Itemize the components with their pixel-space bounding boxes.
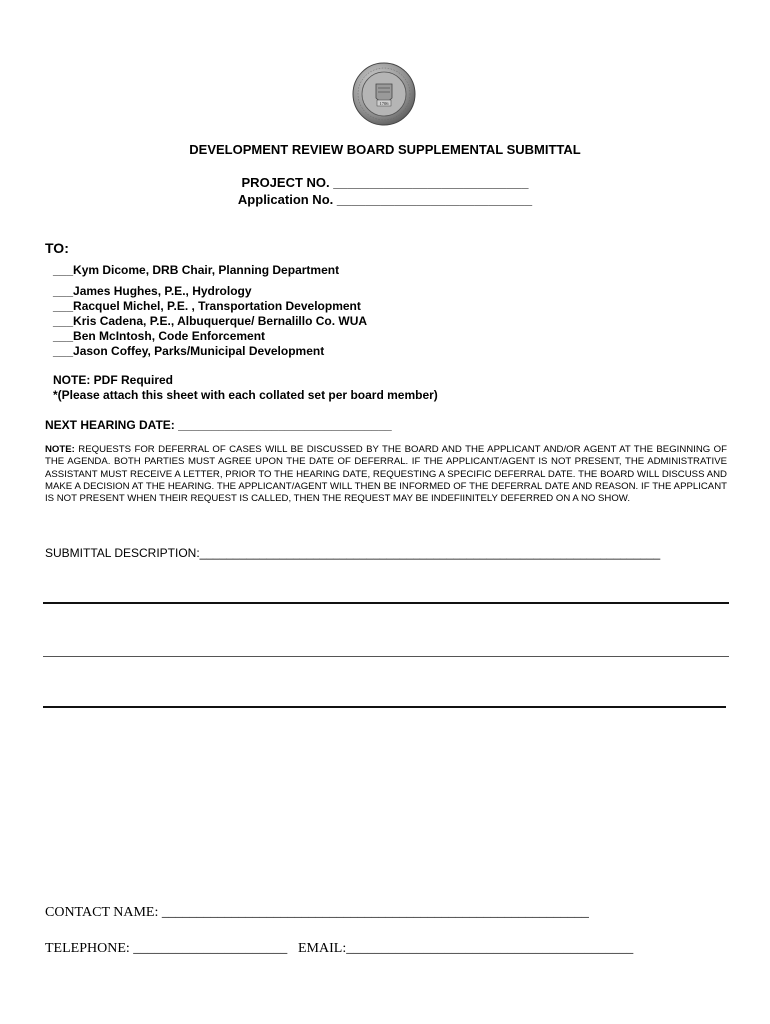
contact-name-field[interactable]: CONTACT NAME: _____________________________________________________________ [45,905,589,920]
recipient-item[interactable]: ___Kym Dicome, DRB Chair, Planning Department [53,263,340,277]
telephone-field[interactable]: TELEPHONE: ______________________ [45,941,288,956]
deferral-note-label: NOTE: [45,444,75,455]
description-line[interactable] [43,656,729,657]
recipient-item[interactable]: ___James Hughes, P.E., Hydrology [53,284,252,298]
email-field[interactable]: EMAIL:_________________________________________ [298,941,634,956]
recipient-item[interactable]: ___Ben McIntosh, Code Enforcement [53,329,266,343]
next-hearing-date-field[interactable]: NEXT HEARING DATE: ________________________________ [45,418,392,432]
recipient-item[interactable]: ___Kris Cadena, P.E., Albuquerque/ Bernalillo Co. WUA [53,314,368,328]
submittal-description-field[interactable]: SUBMITTAL DESCRIPTION:_____________________________________________________________________ [45,546,661,560]
recipient-item[interactable]: ___Jason Coffey, Parks/Municipal Development [53,344,325,358]
page-title: DEVELOPMENT REVIEW BOARD SUPPLEMENTAL SUBMITTAL [189,142,581,157]
to-label: TO: [45,240,69,256]
city-seal-logo [352,62,416,126]
pdf-required-note: NOTE: PDF Required [53,373,174,387]
description-line[interactable] [43,706,726,708]
project-number-field[interactable]: PROJECT NO. ___________________________ [241,175,529,190]
application-number-field[interactable]: Application No. ___________________________ [237,192,533,207]
deferral-note [45,444,727,505]
recipient-item[interactable]: ___Racquel Michel, P.E. , Transportation Development [53,299,361,313]
description-line[interactable] [43,602,729,604]
attach-sheet-note: *(Please attach this sheet with each collated set per board member) [53,388,438,402]
deferral-note-text: REQUESTS FOR DEFERRAL OF CASES WILL BE DISCUSSED BY THE BOARD AND THE APPLICANT AND/OR AGENT AT THE BEGINNING OF THE AGENDA. BOTH PARTIES MUST AGREE UPON THE DATE OF DEFERRAL. IF THE APPLICANT/AGENT IS NOT PRESENT, THE ADMINISTRATIVE ASSISTANT MUST RECEIVE A LETTER, PRIOR TO THE HEARING DATE, REQUESTING A SPECIFIC DEFERRAL DATE. THE BOARD WILL DISCUSS AND MAKE A DECISION AT THE HEARING. THE APPLICANT/AGENT WILL THEN BE INFORMED OF THE DEFERRAL DATE AND REASON. IF THE APPLICANT IS NOT PRESENT WHEN THEIR REQUEST IS CALLED, THEN THE REQUEST MAY BE INDEFIINITELY DEFERRED ON A NO SHOW. [45,444,727,505]
svg-text:1706: 1706 [379,101,389,106]
